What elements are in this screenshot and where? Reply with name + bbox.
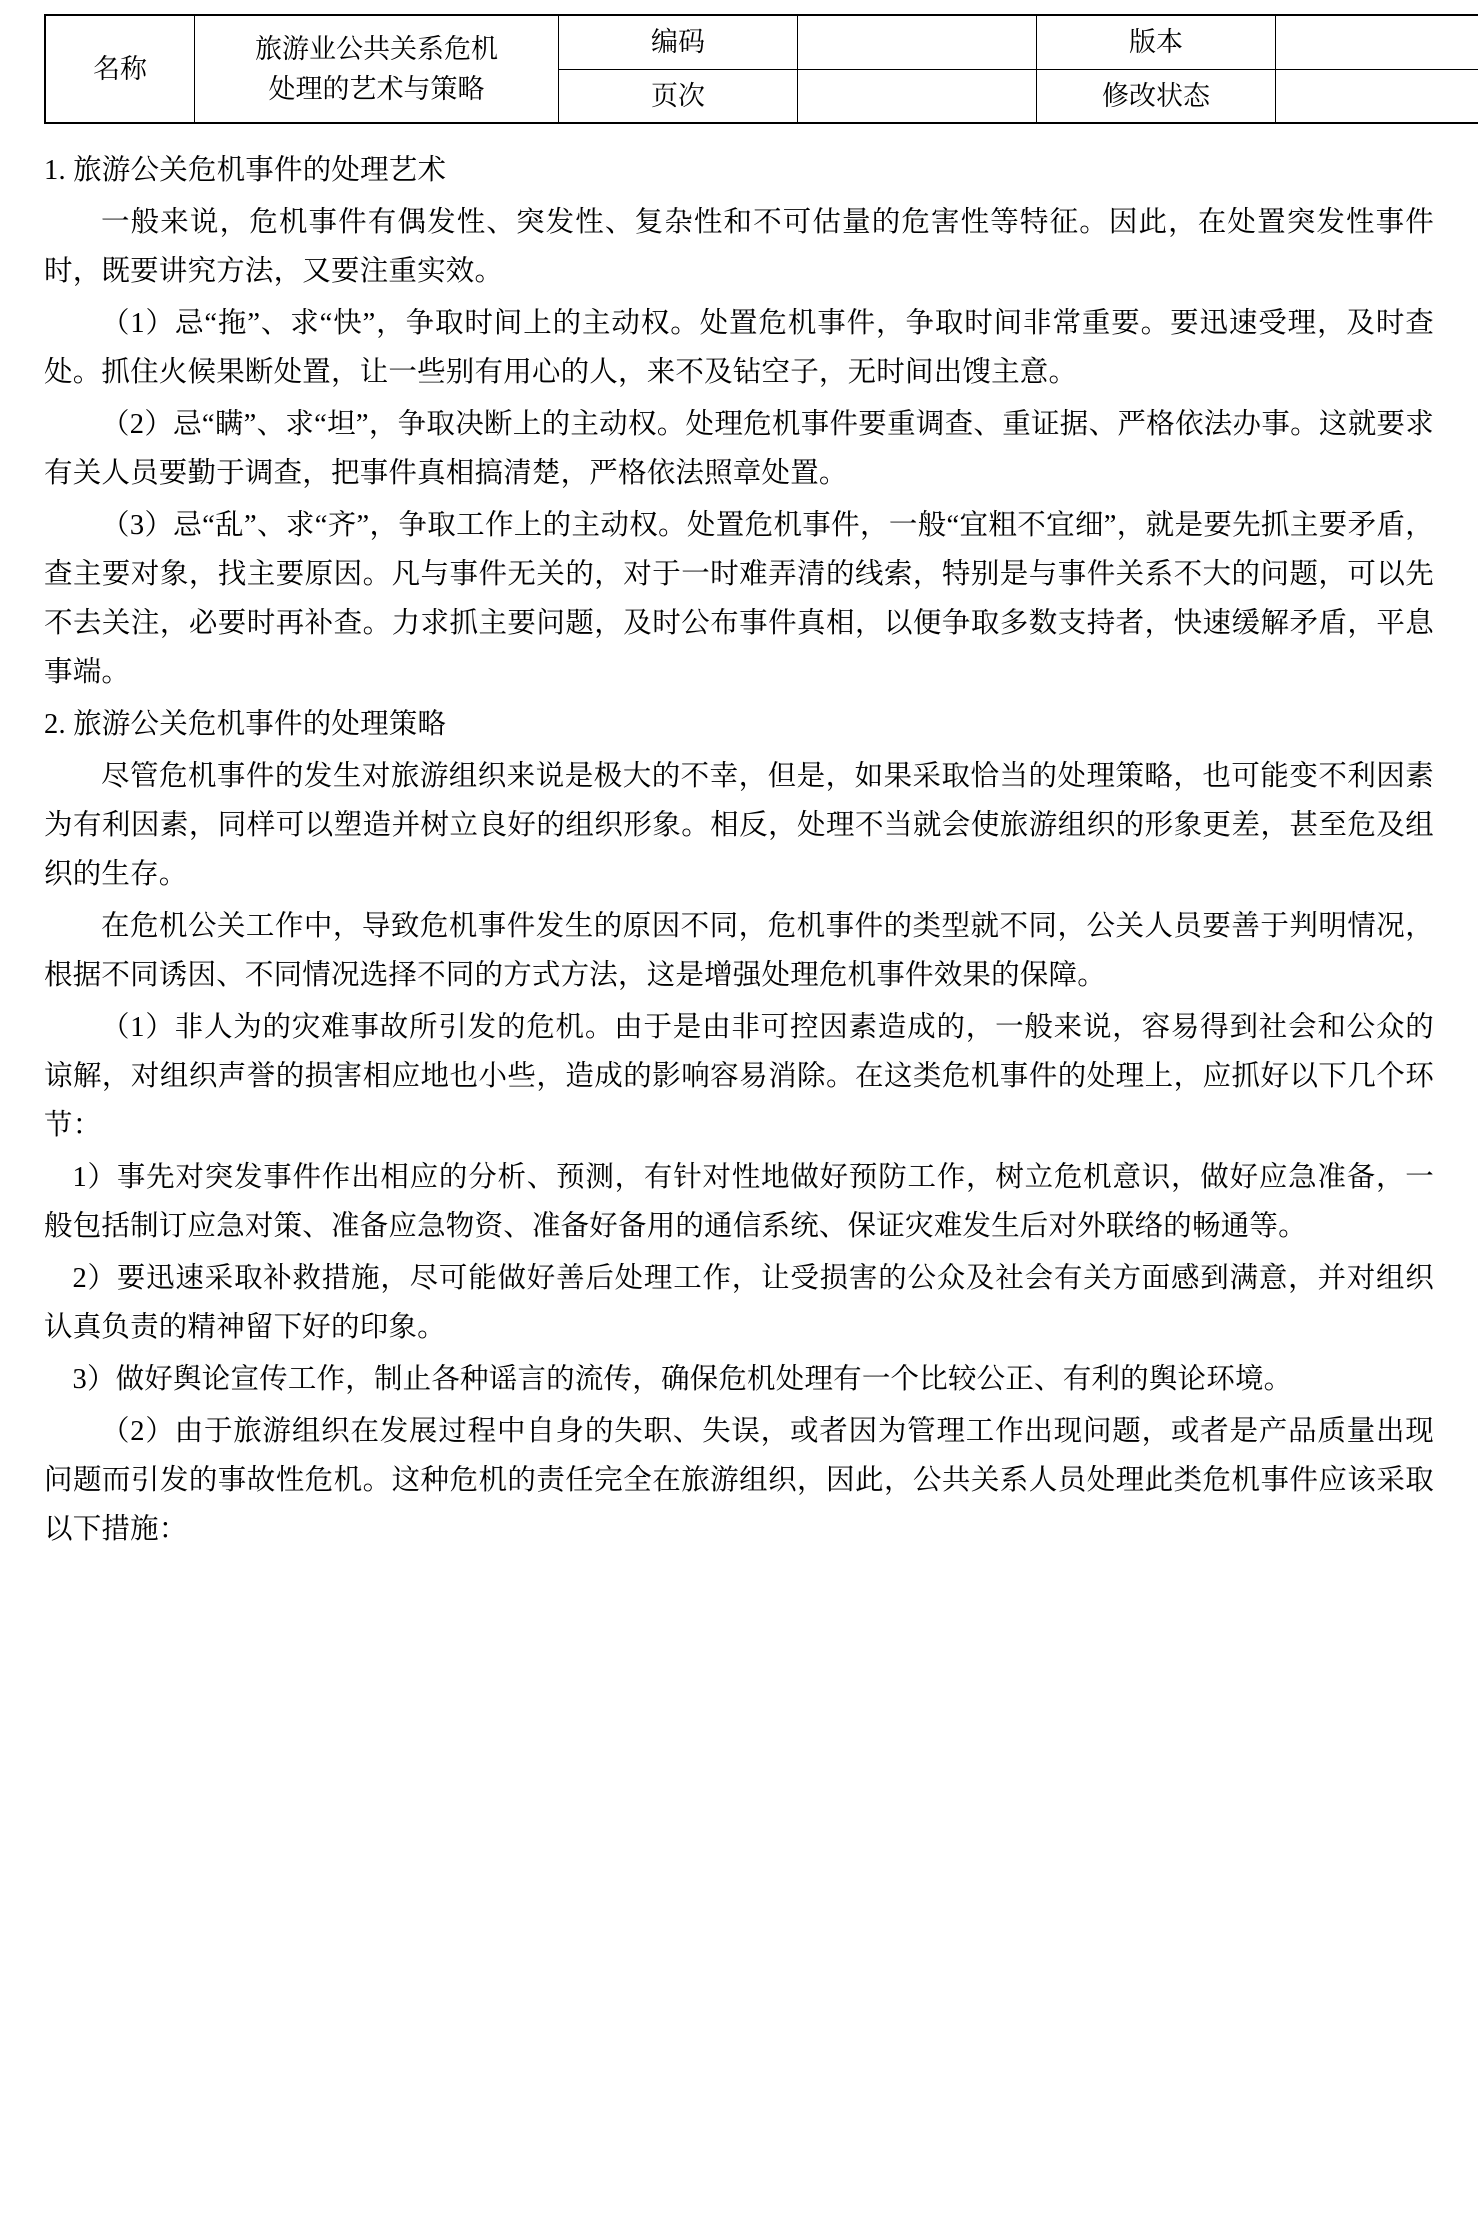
revision-value-cell xyxy=(1276,69,1478,123)
document-title-line-1: 旅游业公共关系危机 xyxy=(255,33,498,64)
paragraph-11: （2）由于旅游组织在发展过程中自身的失职、失误，或者因为管理工作出现问题，或者是产品质量出现问题而引发的事故性危机。这种危机的责任完全在旅游组织，因此，公共关系人员处理此类危机事件应该采取以下措施： xyxy=(44,1416,1434,1546)
version-label-cell: 版本 xyxy=(1037,15,1276,69)
section-heading-1: 1. 旅游公关危机事件的处理艺术 xyxy=(44,155,447,186)
paragraph-9: 2）要迅速采取补救措施，尽可能做好善后处理工作，让受损害的公众及社会有关方面感到满意，并对组织认真负责的精神留下好的印象。 xyxy=(44,1263,1434,1344)
paragraph-2: （1）忌“拖”、求“快”，争取时间上的主动权。处置危机事件，争取时间非常重要。要迅速受理，及时查处。抓住火候果断处置，让一些别有用心的人，来不及钻空子，无时间出馊主意。 xyxy=(44,308,1434,389)
document-body xyxy=(44,146,1434,1554)
paragraph-10: 3）做好舆论宣传工作，制止各种谣言的流传，确保危机处理有一个比较公正、有利的舆论环境。 xyxy=(72,1364,1293,1396)
paragraph-5: 尽管危机事件的发生对旅游组织来说是极大的不幸，但是，如果采取恰当的处理策略，也可能变不利因素为有利因素，同样可以塑造并树立良好的组织形象。相反，处理不当就会使旅游组织的形象更差，甚至危及组织的生存。 xyxy=(44,761,1434,891)
code-value-cell xyxy=(798,15,1037,69)
paragraph-1: 一般来说，危机事件有偶发性、突发性、复杂性和不可估量的危害性等特征。因此，在处置突发性事件时，既要讲究方法，又要注重实效。 xyxy=(44,207,1434,288)
section-heading-2: 2. 旅游公关危机事件的处理策略 xyxy=(44,709,447,741)
document-header-table xyxy=(44,14,1478,124)
page-value-cell xyxy=(798,69,1037,123)
document-title-cell xyxy=(195,15,559,123)
page-label-cell: 页次 xyxy=(559,69,798,123)
name-label-cell: 名称 xyxy=(45,15,195,123)
code-label-cell: 编码 xyxy=(559,15,798,69)
document-title-line-2: 处理的艺术与策略 xyxy=(268,74,485,104)
header-row-1 xyxy=(45,15,1478,69)
paragraph-8: 1）事先对突发事件作出相应的分析、预测，有针对性地做好预防工作，树立危机意识，做好应急准备，一般包括制订应急对策、准备应急物资、准备好备用的通信系统、保证灾难发生后对外联络的畅通等。 xyxy=(44,1162,1434,1243)
paragraph-7: （1）非人为的灾难事故所引发的危机。由于是由非可控因素造成的，一般来说，容易得到社会和公众的谅解，对组织声誉的损害相应地也小些，造成的影响容易消除。在这类危机事件的处理上，应抓好以下几个环节： xyxy=(44,1012,1434,1142)
paragraph-3: （2）忌“瞒”、求“坦”，争取决断上的主动权。处理危机事件要重调查、重证据、严格依法办事。这就要求有关人员要勤于调查，把事件真相搞清楚，严格依法照章处置。 xyxy=(44,409,1434,490)
revision-label-cell: 修改状态 xyxy=(1037,69,1276,123)
version-value-cell xyxy=(1276,15,1478,69)
paragraph-6: 在危机公关工作中，导致危机事件发生的原因不同，危机事件的类型就不同，公关人员要善于判明情况，根据不同诱因、不同情况选择不同的方式方法，这是增强处理危机事件效果的保障。 xyxy=(44,911,1434,992)
paragraph-4: （3）忌“乱”、求“齐”，争取工作上的主动权。处置危机事件，一般“宜粗不宜细”，就是要先抓主要矛盾，查主要对象，找主要原因。凡与事件无关的，对于一时难弄清的线索，特别是与事件关系不大的问题，可以先不去关注，必要时再补查。力求抓主要问题，及时公布事件真相，以便争取多数支持者，快速缓解矛盾，平息事端。 xyxy=(44,510,1434,689)
